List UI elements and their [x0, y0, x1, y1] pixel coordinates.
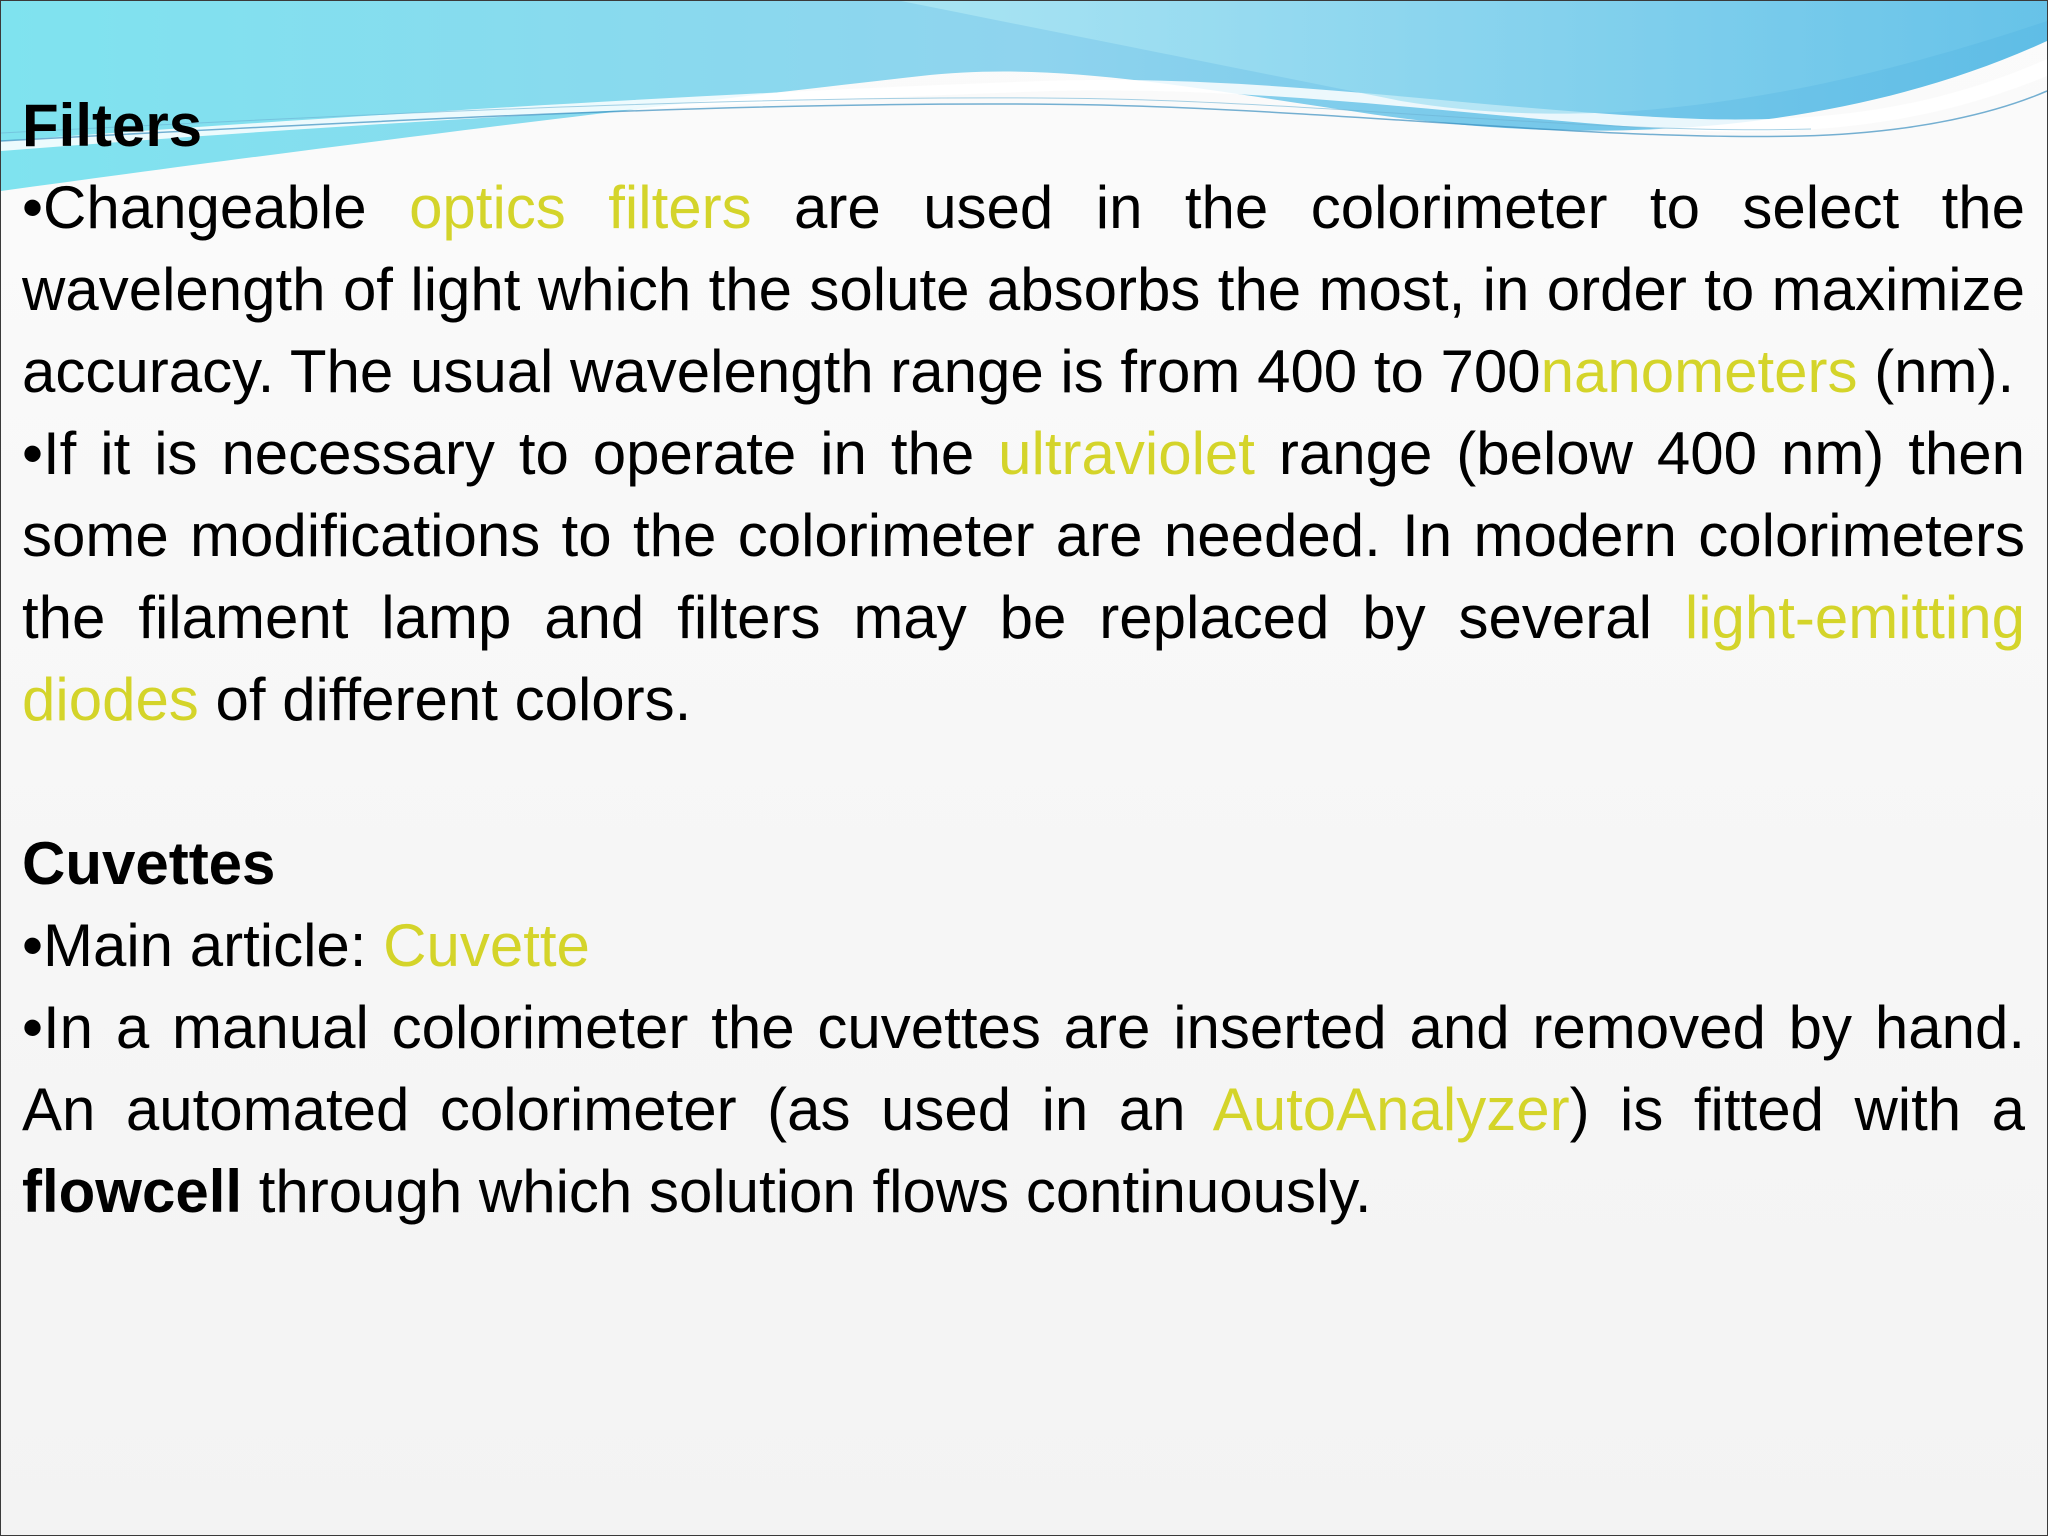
filters-heading: Filters: [22, 92, 203, 159]
light-emitting-diodes-link[interactable]: light-emitting diodes: [22, 584, 2025, 733]
flowcell-term: flowcell: [22, 1158, 243, 1225]
text-segment: •Changeable: [22, 174, 410, 241]
slide-content: [22, 85, 2025, 1233]
nanometers-link[interactable]: nanometers: [1540, 338, 1858, 405]
autoanalyzer-link[interactable]: AutoAnalyzer: [1212, 1076, 1570, 1143]
filters-bullet-2: [22, 413, 2025, 741]
text-segment: ) is fitted with a: [1569, 1076, 2025, 1143]
cuvette-link[interactable]: Cuvette: [383, 912, 590, 979]
text-segment: are used in the colorimeter to select the wavelength of light which the solute absorbs the most, in order to maximize accuracy. The usual wavelength range is from 400 to 700: [22, 174, 2025, 405]
cuvettes-bullet-2: [22, 987, 2025, 1233]
section-spacer: [22, 741, 2025, 823]
text-segment: range (below 400 nm) then some modifications to the colorimeter are needed. In modern colorimeters the filament lamp and filters may be replaced by several: [22, 420, 2025, 651]
text-segment: through which solution flows continuously.: [242, 1158, 1372, 1225]
cuvettes-heading: Cuvettes: [22, 830, 276, 897]
cuvettes-bullet-1: [22, 905, 2025, 987]
text-segment: •In a manual colorimeter the cuvettes are inserted and removed by hand. An automated colorimeter (as used in an: [22, 994, 2025, 1143]
text-segment: •If it is necessary to operate in the: [22, 420, 999, 487]
optics-filters-link[interactable]: optics filters: [409, 174, 752, 241]
filters-bullet-1: [22, 167, 2025, 413]
text-segment: of different colors.: [198, 666, 692, 733]
text-segment: (nm).: [1857, 338, 2015, 405]
ultraviolet-link[interactable]: ultraviolet: [998, 420, 1255, 487]
text-segment: •Main article:: [22, 912, 384, 979]
